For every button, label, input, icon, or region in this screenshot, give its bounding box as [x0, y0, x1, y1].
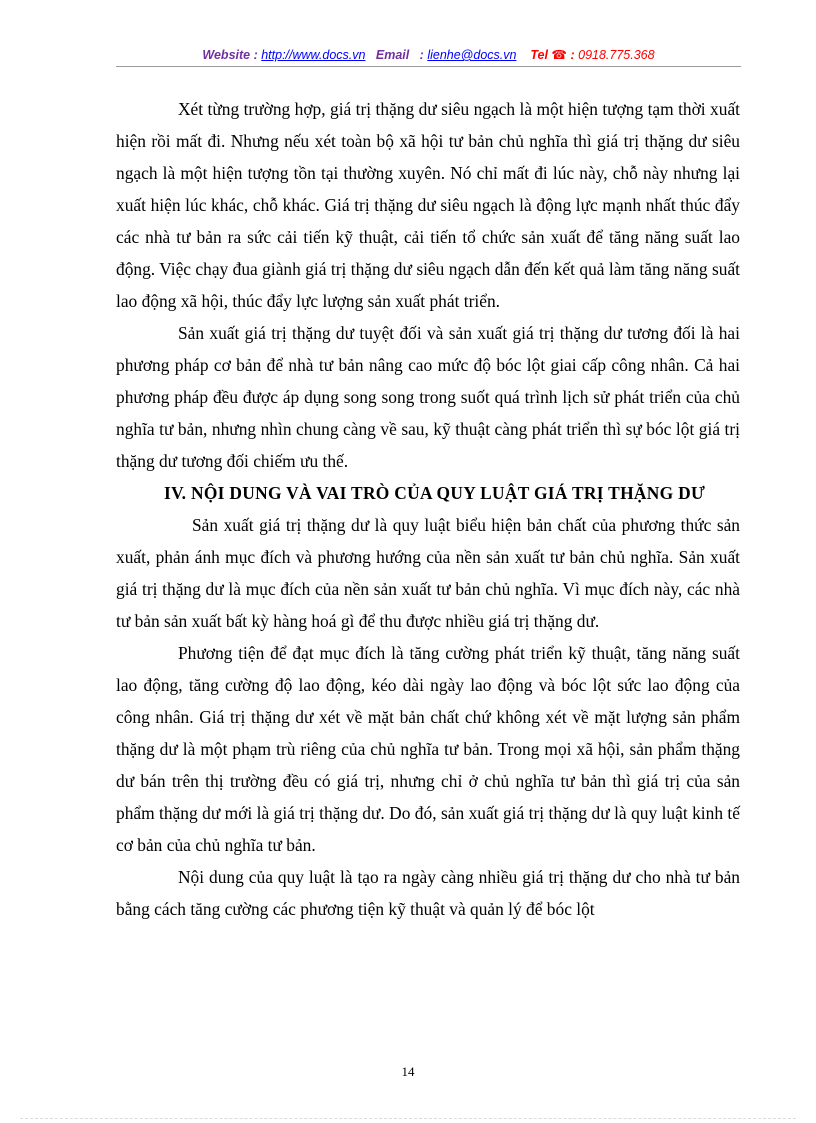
- tel-label: Tel ☎ :: [530, 48, 575, 62]
- document-body: [116, 93, 740, 925]
- page-bottom-border: [20, 1118, 796, 1119]
- header-divider: [116, 66, 741, 67]
- paragraph-1: Xét từng trường hợp, giá trị thặng dư siêu ngạch là một hiện tượng tạm thời xuất hiện rồi mất đi. Nhưng nếu xét toàn bộ xã hội tư bản chủ nghĩa thì giá trị thặng dư siêu ngạch là một hiện tượng tồn tại thường xuyên. Nó chỉ mất đi lúc này, chỗ này nhưng lại xuất hiện lúc khác, chỗ khác. Giá trị thặng dư siêu ngạch là động lực mạnh nhất thúc đẩy các nhà tư bản ra sức cải tiến kỹ thuật, cải tiến tổ chức sản xuất để tăng năng suất lao động. Việc chạy đua giành giá trị thặng dư siêu ngạch dẫn đến kết quả làm tăng năng suất lao động xã hội, thúc đẩy lực lượng sản xuất phát triển.: [116, 99, 740, 311]
- section-heading: IV. NỘI DUNG VÀ VAI TRÒ CỦA QUY LUẬT GIÁ TRỊ THẶNG DƯ: [164, 483, 706, 503]
- website-label: Website :: [202, 48, 258, 62]
- page-number: 14: [401, 1064, 415, 1079]
- email-label: Email: [375, 48, 410, 62]
- website-link[interactable]: http://www.docs.vn: [261, 48, 366, 62]
- email-link[interactable]: lienhe@docs.vn: [427, 48, 517, 62]
- email-separator: :: [419, 48, 424, 62]
- tel-value: 0918.775.368: [578, 48, 655, 62]
- paragraph-4: Phương tiện để đạt mục đích là tăng cường phát triển kỹ thuật, tăng năng suất lao động, tăng cường độ lao động, kéo dài ngày lao động và bóc lột sức lao động của công nhân. Giá trị thặng dư xét về mặt bản chất chứ không xét về mặt lượng sản phẩm thặng dư là một phạm trù riêng của chủ nghĩa tư bản. Trong mọi xã hội, sản phẩm thặng dư bán trên thị trường đều có giá trị, nhưng chỉ ở chủ nghĩa tư bản thì giá trị của sản phẩm thặng dư mới là giá trị thặng dư. Do đó, sản xuất giá trị thặng dư là quy luật kinh tế cơ bản của chủ nghĩa tư bản.: [116, 643, 740, 855]
- paragraph-3: Sản xuất giá trị thặng dư là quy luật biểu hiện bản chất của phương thức sản xuất, phản ánh mục đích và phương hướng của nền sản xuất tư bản chủ nghĩa. Sản xuất giá trị thặng dư là mục đích của nền sản xuất tư bản chủ nghĩa. Vì mục đích này, các nhà tư bản sản xuất bất kỳ hàng hoá gì để thu được nhiều giá trị thặng dư.: [116, 515, 740, 631]
- paragraph-2: Sản xuất giá trị thặng dư tuyệt đối và sản xuất giá trị thặng dư tương đối là hai phương pháp cơ bản để nhà tư bản nâng cao mức độ bóc lột giai cấp công nhân. Cả hai phương pháp đều được áp dụng song song trong suốt quá trình lịch sử phát triển của chủ nghĩa tư bản, nhưng nhìn chung càng về sau, kỹ thuật càng phát triển thì sự bóc lột giá trị thặng dư tương đối chiếm ưu thế.: [116, 323, 740, 471]
- page-header: [116, 47, 741, 62]
- paragraph-5: Nội dung của quy luật là tạo ra ngày càng nhiều giá trị thặng dư cho nhà tư bản bằng cách tăng cường các phương tiện kỹ thuật và quản lý để bóc lột: [116, 867, 740, 919]
